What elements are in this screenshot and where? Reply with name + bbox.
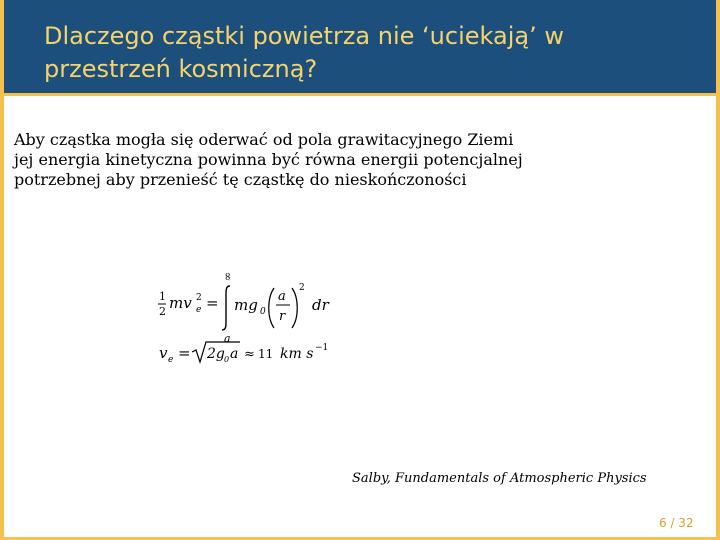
eq1-half-numerator: 1 — [159, 290, 166, 303]
right-paren — [292, 288, 297, 328]
eq2-equals: = — [178, 344, 191, 362]
title-bar — [4, 0, 716, 96]
eq2-value: 11 — [258, 347, 274, 361]
eq1-frac-den: r — [279, 309, 286, 324]
eq2-lhs-sub: e — [168, 355, 174, 365]
eq1-lhs: mv — [169, 294, 192, 312]
page-number: 6 / 32 — [659, 516, 694, 530]
citation: Salby, Fundamentals of Atmospheric Physics — [352, 471, 647, 486]
eq2-sqrt-arg: 2g — [207, 346, 225, 362]
eq2-sqrt-a: a — [230, 346, 239, 362]
equations — [154, 260, 354, 370]
eq1-upper-limit: ∞ — [221, 271, 234, 281]
eq2-unit-exp: −1 — [315, 343, 329, 353]
eq1-lhs-sup: 2 — [196, 293, 202, 303]
eq1-integrand-sub: 0 — [260, 307, 266, 317]
eq2-sqrt-sub: 0 — [224, 355, 230, 364]
eq1-lhs-sub: e — [196, 305, 202, 315]
eq1-frac-num: a — [278, 289, 286, 304]
body-paragraph: Aby cząstka mogła się oderwać od pola grawitacyjnego Ziemi jej energia kinetyczna powinna być równa energii potencjalnej potrzebnej aby przenieść tę cząstkę do nieskończoności — [14, 130, 523, 189]
eq1-dr: dr — [312, 296, 329, 314]
eq2-unit: km s — [280, 346, 314, 362]
eq1-power: 2 — [299, 283, 305, 293]
slide-title: Dlaczego cząstki powietrza nie ‘uciekają’ w przestrzeń kosmiczną? — [44, 22, 564, 83]
eq2-lhs: v — [159, 344, 168, 362]
left-paren — [269, 288, 274, 328]
eq1-equals: = — [206, 294, 219, 312]
eq1-integrand: mg — [234, 296, 258, 314]
integral-sign — [222, 286, 230, 330]
eq2-approx: ≈ — [244, 347, 255, 362]
eq1-lower-limit: a — [224, 332, 231, 345]
eq1-half-denominator: 2 — [159, 305, 166, 318]
